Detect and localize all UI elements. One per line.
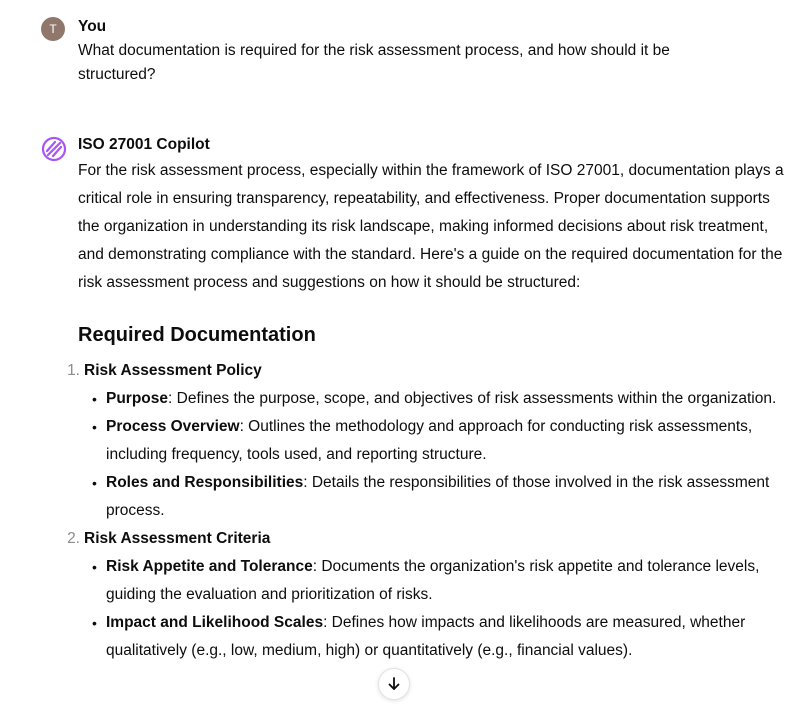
sub-item-text: : Details the responsibilities of those involved in the risk assessment process. xyxy=(106,474,770,519)
list-item xyxy=(67,357,785,525)
required-documentation-list xyxy=(67,357,785,665)
section-heading: Required Documentation xyxy=(78,324,316,346)
sub-item-text: : Defines how impacts and likelihoods are measured, whether qualitatively (e.g., low, medium, high) or quantitatively (e.g., financial values). xyxy=(106,614,746,659)
sub-item-label: Risk Appetite and Tolerance xyxy=(106,558,313,575)
assistant-name: ISO 27001 Copilot xyxy=(78,136,210,153)
sub-item-label: Purpose xyxy=(106,390,169,407)
sub-item-label: Process Overview xyxy=(106,418,240,435)
sub-list-item xyxy=(84,469,785,525)
assistant-message-content xyxy=(67,135,785,665)
bullet-icon: • xyxy=(92,559,97,575)
user-name: You xyxy=(78,18,107,35)
arrow-down-icon xyxy=(386,676,402,692)
sub-list-item xyxy=(84,553,785,609)
sub-item-label: Impact and Likelihood Scales xyxy=(106,614,324,631)
list-number: 2. xyxy=(67,530,80,547)
sub-item-text: : Defines the purpose, scope, and objectives of risk assessments within the organization. xyxy=(168,390,777,407)
bullet-icon: • xyxy=(92,391,97,407)
user-message xyxy=(41,17,785,87)
sub-item-label: Roles and Responsibilities xyxy=(106,474,304,491)
bullet-icon: • xyxy=(92,615,97,631)
user-avatar: T xyxy=(41,17,65,41)
sub-list xyxy=(84,553,785,665)
sub-list xyxy=(84,385,785,525)
sub-list-item xyxy=(84,385,785,413)
sub-list-item xyxy=(84,609,785,665)
assistant-intro-paragraph: For the risk assessment process, especially within the framework of ISO 27001, documentation plays a critical role in ensuring transparency, repeatability, and effectiveness. Proper documentation supports the organization in understanding its risk landscape, making informed decisions about risk treatment, and demonstrating compliance with the standard. Here's a guide on the required documentation for the risk assessment process and suggestions on how it should be structured: xyxy=(78,162,784,291)
list-item xyxy=(67,525,785,665)
assistant-message xyxy=(41,135,785,665)
user-message-text: What documentation is required for the risk assessment process, and how should it be structured? xyxy=(78,42,670,83)
list-number: 1. xyxy=(67,362,80,379)
sub-list-item xyxy=(84,413,785,469)
list-item-title: Risk Assessment Policy xyxy=(84,362,262,379)
copilot-logo-icon xyxy=(41,136,67,162)
list-item-title: Risk Assessment Criteria xyxy=(84,530,271,547)
bullet-icon: • xyxy=(92,419,97,435)
sub-item-text: : Documents the organization's risk appetite and tolerance levels, guiding the evaluation and prioritization of risks. xyxy=(106,558,760,603)
bullet-icon: • xyxy=(92,475,97,491)
scroll-to-bottom-button[interactable] xyxy=(378,668,410,700)
user-message-content xyxy=(78,17,785,87)
sub-item-text: : Outlines the methodology and approach for conducting risk assessments, including frequency, tools used, and reporting structure. xyxy=(106,418,753,463)
